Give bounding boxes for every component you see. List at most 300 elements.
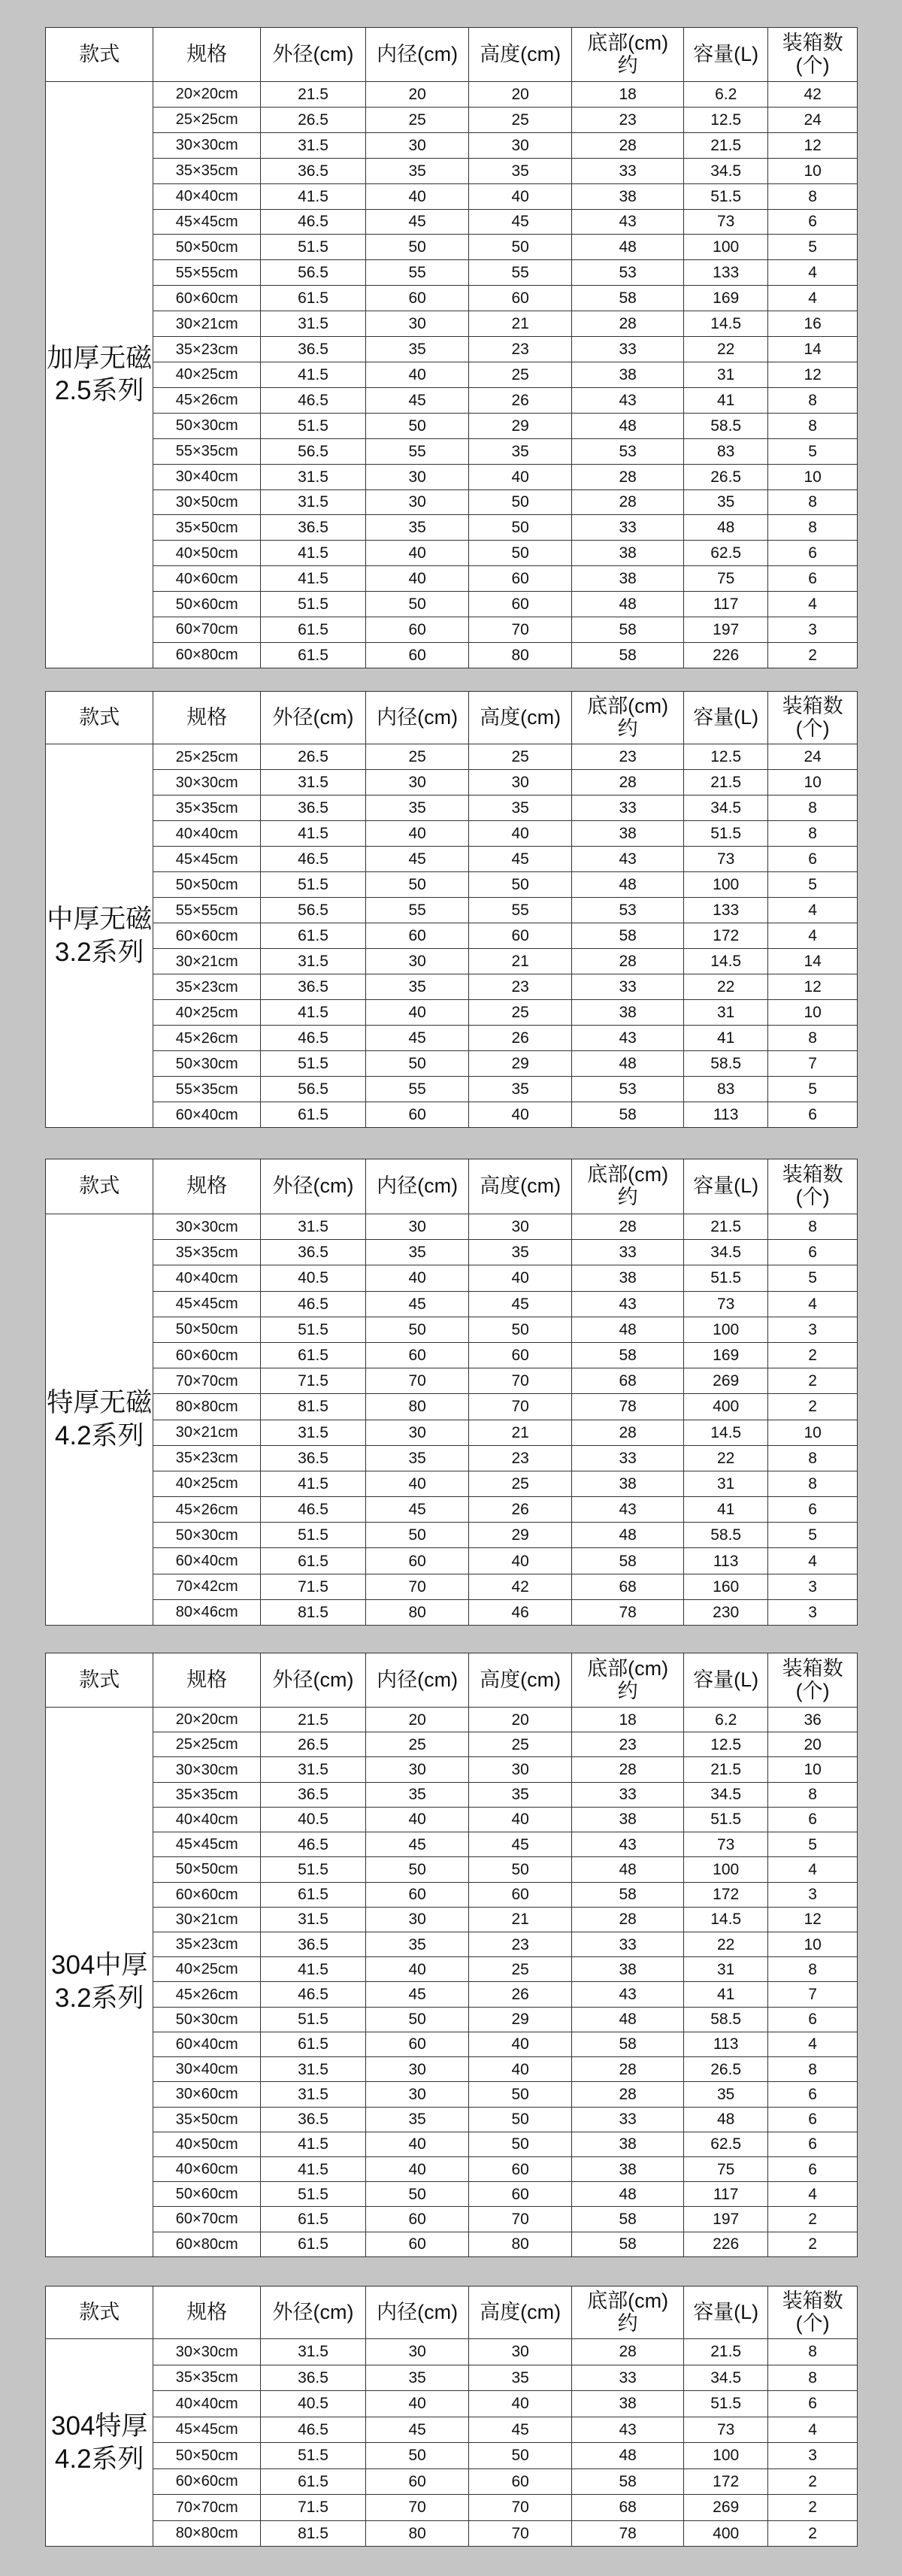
table-row [46,592,858,617]
cell-capacity: 51.5 [684,1265,768,1291]
cell-capacity: 75 [684,2156,768,2181]
cell-inner-diameter: 45 [366,847,469,872]
cell-pack-count: 2 [768,2495,858,2521]
header-spec: 规格 [153,1653,260,1708]
spec-table-panel-3 [45,1159,858,1625]
cell-pack-count: 2 [768,1368,858,1394]
cell-pack-count: 6 [768,1497,858,1523]
cell-bottom: 58 [572,2468,684,2495]
cell-spec: 45×45cm [153,1832,260,1857]
cell-height: 25 [469,107,572,132]
cell-inner-diameter: 30 [366,2057,469,2082]
cell-height: 70 [469,1394,572,1420]
spec-table-panel-2 [45,691,858,1127]
cell-inner-diameter: 55 [366,438,469,464]
cell-spec: 55×55cm [153,898,260,923]
cell-spec: 45×26cm [153,1982,260,2007]
cell-pack-count: 4 [768,923,858,949]
series-name-cell [46,744,153,1128]
header-pack-line1: 装箱数 [782,2289,843,2312]
cell-outer-diameter: 61.5 [260,286,365,311]
cell-inner-diameter: 35 [366,2365,469,2391]
cell-bottom: 33 [572,974,684,1000]
cell-spec: 40×40cm [153,2391,260,2417]
cell-height: 80 [469,642,572,668]
cell-outer-diameter: 56.5 [260,438,365,464]
cell-pack-count: 8 [768,387,858,413]
cell-capacity: 100 [684,235,768,260]
cell-height: 30 [469,770,572,796]
cell-height: 42 [469,1574,572,1599]
cell-inner-diameter: 35 [366,796,469,821]
cell-pack-count: 6 [768,2082,858,2107]
cell-spec: 35×35cm [153,2365,260,2391]
cell-inner-diameter: 40 [366,1265,469,1291]
cell-height: 35 [469,796,572,821]
cell-spec: 80×46cm [153,1599,260,1625]
cell-pack-count: 6 [768,2007,858,2032]
cell-spec: 60×60cm [153,1342,260,1368]
header-height: 高度(cm) [469,1159,572,1214]
cell-capacity: 26.5 [684,464,768,489]
cell-inner-diameter: 50 [366,592,469,617]
cell-inner-diameter: 55 [366,1077,469,1102]
table-row [46,235,858,260]
table-row [46,1051,858,1077]
table-row [46,1000,858,1026]
cell-bottom: 38 [572,566,684,592]
cell-pack-count: 8 [768,1214,858,1240]
spec-table-panel-1 [45,27,858,668]
cell-pack-count: 24 [768,744,858,770]
cell-outer-diameter: 36.5 [260,2107,365,2132]
cell-pack-count: 10 [768,1757,858,1782]
cell-bottom: 33 [572,796,684,821]
table-row [46,2232,858,2256]
cell-spec: 60×80cm [153,642,260,668]
cell-capacity: 100 [684,872,768,898]
header-row [46,28,858,82]
cell-bottom: 58 [572,617,684,643]
cell-inner-diameter: 40 [366,566,469,592]
cell-spec: 40×60cm [153,566,260,592]
cell-spec: 70×70cm [153,2495,260,2521]
cell-height: 35 [469,438,572,464]
cell-spec: 30×30cm [153,1757,260,1782]
cell-spec: 40×40cm [153,1265,260,1291]
cell-outer-diameter: 81.5 [260,1599,365,1625]
cell-bottom: 38 [572,183,684,209]
header-row [46,1653,858,1708]
cell-outer-diameter: 41.5 [260,1000,365,1026]
cell-inner-diameter: 40 [366,2391,469,2417]
cell-bottom: 28 [572,770,684,796]
cell-inner-diameter: 40 [366,2156,469,2181]
cell-spec: 35×50cm [153,515,260,541]
cell-outer-diameter: 36.5 [260,1445,365,1471]
cell-spec: 60×60cm [153,923,260,949]
cell-inner-diameter: 70 [366,2495,469,2521]
cell-height: 40 [469,2391,572,2417]
cell-outer-diameter: 46.5 [260,2417,365,2443]
series-name-line1: 中厚无磁 [47,904,153,934]
cell-inner-diameter: 60 [366,642,469,668]
header-spec: 规格 [153,1159,260,1214]
cell-inner-diameter: 35 [366,1932,469,1956]
cell-spec: 55×55cm [153,260,260,286]
cell-pack-count: 3 [768,1882,858,1907]
cell-outer-diameter: 61.5 [260,923,365,949]
cell-pack-count: 6 [768,2391,858,2417]
cell-inner-diameter: 30 [366,464,469,489]
table-row [46,2182,858,2207]
cell-height: 50 [469,541,572,566]
cell-pack-count: 5 [768,1523,858,1548]
header-row [46,692,858,744]
cell-outer-diameter: 56.5 [260,260,365,286]
cell-outer-diameter: 36.5 [260,1782,365,1807]
cell-spec: 80×80cm [153,1394,260,1420]
table-row [46,2391,858,2417]
cell-height: 26 [469,1497,572,1523]
cell-spec: 25×25cm [153,744,260,770]
header-pack-line1: 装箱数 [782,31,843,54]
cell-spec: 60×40cm [153,1102,260,1128]
cell-spec: 50×50cm [153,1857,260,1882]
cell-bottom: 43 [572,387,684,413]
cell-pack-count: 6 [768,847,858,872]
cell-pack-count: 6 [768,1240,858,1265]
cell-outer-diameter: 40.5 [260,1807,365,1832]
cell-pack-count: 4 [768,1548,858,1574]
cell-pack-count: 8 [768,489,858,515]
header-bottom-line2: 约 [617,53,638,77]
cell-pack-count: 8 [768,2339,858,2365]
cell-bottom: 48 [572,1051,684,1077]
table-row [46,286,858,311]
series-name-cell [46,1214,153,1626]
cell-height: 40 [469,1265,572,1291]
series-name-line1: 加厚无磁 [47,343,153,373]
cell-height: 25 [469,1732,572,1757]
cell-bottom: 58 [572,642,684,668]
header-row [46,2287,858,2339]
cell-spec: 40×25cm [153,1000,260,1026]
cell-bottom: 43 [572,1497,684,1523]
cell-capacity: 26.5 [684,2057,768,2082]
cell-outer-diameter: 31.5 [260,2057,365,2082]
cell-height: 45 [469,2417,572,2443]
cell-spec: 60×80cm [153,2232,260,2256]
header-pack-line2: (个) [795,1186,830,1208]
cell-capacity: 22 [684,337,768,362]
cell-height: 35 [469,158,572,183]
table-row [46,1957,858,1982]
cell-bottom: 43 [572,2417,684,2443]
cell-inner-diameter: 60 [366,617,469,643]
cell-capacity: 21.5 [684,2339,768,2365]
cell-spec: 50×30cm [153,1523,260,1548]
cell-spec: 35×50cm [153,2107,260,2132]
cell-outer-diameter: 71.5 [260,1368,365,1394]
cell-height: 29 [469,1523,572,1548]
cell-inner-diameter: 40 [366,821,469,847]
header-spec: 规格 [153,2287,260,2339]
cell-pack-count: 4 [768,1291,858,1317]
table-row [46,1882,858,1907]
cell-outer-diameter: 31.5 [260,1420,365,1445]
cell-bottom: 38 [572,2132,684,2156]
cell-height: 70 [469,2207,572,2232]
cell-spec: 40×40cm [153,183,260,209]
cell-spec: 55×35cm [153,438,260,464]
cell-capacity: 21.5 [684,132,768,158]
cell-height: 35 [469,1240,572,1265]
cell-inner-diameter: 20 [366,1708,469,1732]
table-row [46,2107,858,2132]
cell-capacity: 41 [684,1497,768,1523]
table-row [46,2207,858,2232]
cell-pack-count: 3 [768,617,858,643]
table-row [46,1445,858,1471]
header-height: 高度(cm) [469,1653,572,1708]
cell-bottom: 48 [572,235,684,260]
cell-inner-diameter: 50 [366,413,469,438]
cell-bottom: 38 [572,1265,684,1291]
cell-spec: 35×35cm [153,158,260,183]
cell-pack-count: 5 [768,1077,858,1102]
cell-spec: 60×40cm [153,2032,260,2056]
table-row [46,1857,858,1882]
table-row [46,464,858,489]
cell-height: 45 [469,1291,572,1317]
cell-inner-diameter: 60 [366,2032,469,2056]
cell-pack-count: 10 [768,1420,858,1445]
cell-outer-diameter: 51.5 [260,2007,365,2032]
table-row [46,1214,858,1240]
cell-inner-diameter: 30 [366,1420,469,1445]
cell-height: 40 [469,1102,572,1128]
cell-capacity: 62.5 [684,541,768,566]
cell-inner-diameter: 40 [366,2132,469,2156]
cell-pack-count: 6 [768,2132,858,2156]
cell-capacity: 100 [684,2443,768,2469]
cell-pack-count: 2 [768,2468,858,2495]
cell-bottom: 23 [572,744,684,770]
header-pack-line2: (个) [795,1679,830,1702]
cell-bottom: 33 [572,158,684,183]
cell-height: 30 [469,2339,572,2365]
cell-inner-diameter: 50 [366,872,469,898]
cell-pack-count: 2 [768,2520,858,2547]
cell-pack-count: 5 [768,1832,858,1857]
cell-bottom: 43 [572,847,684,872]
cell-bottom: 58 [572,1882,684,1907]
cell-pack-count: 42 [768,82,858,108]
cell-capacity: 21.5 [684,770,768,796]
cell-height: 50 [469,1857,572,1882]
cell-height: 45 [469,1832,572,1857]
cell-height: 60 [469,1882,572,1907]
cell-outer-diameter: 46.5 [260,1291,365,1317]
cell-pack-count: 2 [768,2207,858,2232]
cell-outer-diameter: 41.5 [260,2132,365,2156]
cell-spec: 70×42cm [153,1574,260,1599]
table-row [46,974,858,1000]
cell-pack-count: 8 [768,515,858,541]
cell-pack-count: 14 [768,949,858,974]
cell-inner-diameter: 30 [366,489,469,515]
cell-outer-diameter: 31.5 [260,1214,365,1240]
cell-spec: 40×25cm [153,1471,260,1496]
cell-height: 23 [469,337,572,362]
cell-inner-diameter: 70 [366,1574,469,1599]
table-row [46,617,858,643]
cell-capacity: 22 [684,1445,768,1471]
cell-bottom: 43 [572,1026,684,1051]
cell-pack-count: 2 [768,1342,858,1368]
cell-capacity: 58.5 [684,2007,768,2032]
cell-inner-diameter: 60 [366,1102,469,1128]
cell-inner-diameter: 50 [366,2007,469,2032]
header-bottom-line1: 底部(cm) [587,31,669,54]
table-row [46,2495,858,2521]
cell-bottom: 23 [572,1732,684,1757]
cell-outer-diameter: 41.5 [260,362,365,387]
cell-spec: 55×35cm [153,1077,260,1102]
cell-spec: 45×45cm [153,847,260,872]
cell-bottom: 43 [572,1982,684,2007]
cell-capacity: 230 [684,1599,768,1625]
cell-capacity: 34.5 [684,158,768,183]
cell-capacity: 169 [684,1342,768,1368]
cell-height: 30 [469,132,572,158]
cell-height: 20 [469,1708,572,1732]
table-row [46,107,858,132]
cell-spec: 25×25cm [153,107,260,132]
cell-capacity: 14.5 [684,1420,768,1445]
cell-height: 60 [469,2468,572,2495]
cell-height: 29 [469,413,572,438]
cell-pack-count: 8 [768,413,858,438]
cell-capacity: 58.5 [684,1523,768,1548]
cell-spec: 30×21cm [153,1420,260,1445]
cell-inner-diameter: 30 [366,2082,469,2107]
cell-capacity: 83 [684,438,768,464]
cell-spec: 50×30cm [153,413,260,438]
cell-spec: 45×45cm [153,209,260,235]
cell-spec: 35×23cm [153,1445,260,1471]
cell-capacity: 35 [684,2082,768,2107]
cell-outer-diameter: 31.5 [260,2339,365,2365]
cell-capacity: 51.5 [684,821,768,847]
header-style: 款式 [46,28,153,82]
cell-pack-count: 4 [768,260,858,286]
cell-height: 60 [469,592,572,617]
cell-outer-diameter: 61.5 [260,1548,365,1574]
cell-pack-count: 12 [768,974,858,1000]
cell-bottom: 28 [572,132,684,158]
cell-bottom: 48 [572,2182,684,2207]
cell-inner-diameter: 20 [366,82,469,108]
cell-height: 35 [469,1077,572,1102]
header-outer-diameter: 外径(cm) [260,1159,365,1214]
cell-inner-diameter: 60 [366,1882,469,1907]
cell-bottom: 43 [572,1832,684,1857]
cell-height: 40 [469,2032,572,2056]
cell-capacity: 100 [684,1317,768,1342]
cell-capacity: 169 [684,286,768,311]
cell-outer-diameter: 46.5 [260,387,365,413]
cell-inner-diameter: 50 [366,1051,469,1077]
cell-pack-count: 10 [768,1932,858,1956]
cell-bottom: 53 [572,1077,684,1102]
cell-spec: 50×50cm [153,235,260,260]
cell-capacity: 51.5 [684,2391,768,2417]
cell-spec: 40×25cm [153,362,260,387]
cell-inner-diameter: 25 [366,1732,469,1757]
header-bottom-line1: 底部(cm) [587,694,669,717]
cell-spec: 30×40cm [153,464,260,489]
header-pack-line1: 装箱数 [782,694,843,717]
cell-inner-diameter: 30 [366,770,469,796]
cell-pack-count: 16 [768,311,858,337]
cell-inner-diameter: 35 [366,974,469,1000]
table-row [46,1471,858,1496]
cell-bottom: 28 [572,1214,684,1240]
table-row [46,2468,858,2495]
cell-inner-diameter: 70 [366,1368,469,1394]
cell-inner-diameter: 40 [366,362,469,387]
cell-height: 60 [469,1342,572,1368]
spec-table-panel-4 [45,1653,858,2256]
table-row [46,209,858,235]
cell-inner-diameter: 60 [366,2232,469,2256]
table-row [46,1265,858,1291]
cell-height: 23 [469,1445,572,1471]
cell-bottom: 68 [572,2495,684,2521]
cell-bottom: 43 [572,209,684,235]
cell-inner-diameter: 80 [366,1394,469,1420]
cell-bottom: 28 [572,311,684,337]
cell-inner-diameter: 45 [366,1832,469,1857]
cell-bottom: 48 [572,413,684,438]
cell-inner-diameter: 30 [366,949,469,974]
cell-height: 60 [469,286,572,311]
cell-capacity: 41 [684,1982,768,2007]
cell-bottom: 23 [572,107,684,132]
cell-spec: 35×35cm [153,1782,260,1807]
cell-bottom: 28 [572,1907,684,1932]
cell-pack-count: 4 [768,592,858,617]
cell-pack-count: 6 [768,1102,858,1128]
table-row [46,1497,858,1523]
cell-pack-count: 8 [768,183,858,209]
cell-height: 50 [469,489,572,515]
cell-outer-diameter: 41.5 [260,1471,365,1496]
cell-spec: 60×60cm [153,2468,260,2495]
cell-bottom: 38 [572,1807,684,1832]
cell-outer-diameter: 81.5 [260,1394,365,1420]
cell-bottom: 28 [572,464,684,489]
cell-pack-count: 6 [768,2156,858,2181]
cell-capacity: 22 [684,974,768,1000]
table-row [46,744,858,770]
cell-pack-count: 2 [768,642,858,668]
cell-inner-diameter: 40 [366,541,469,566]
cell-outer-diameter: 26.5 [260,1732,365,1757]
cell-capacity: 269 [684,2495,768,2521]
